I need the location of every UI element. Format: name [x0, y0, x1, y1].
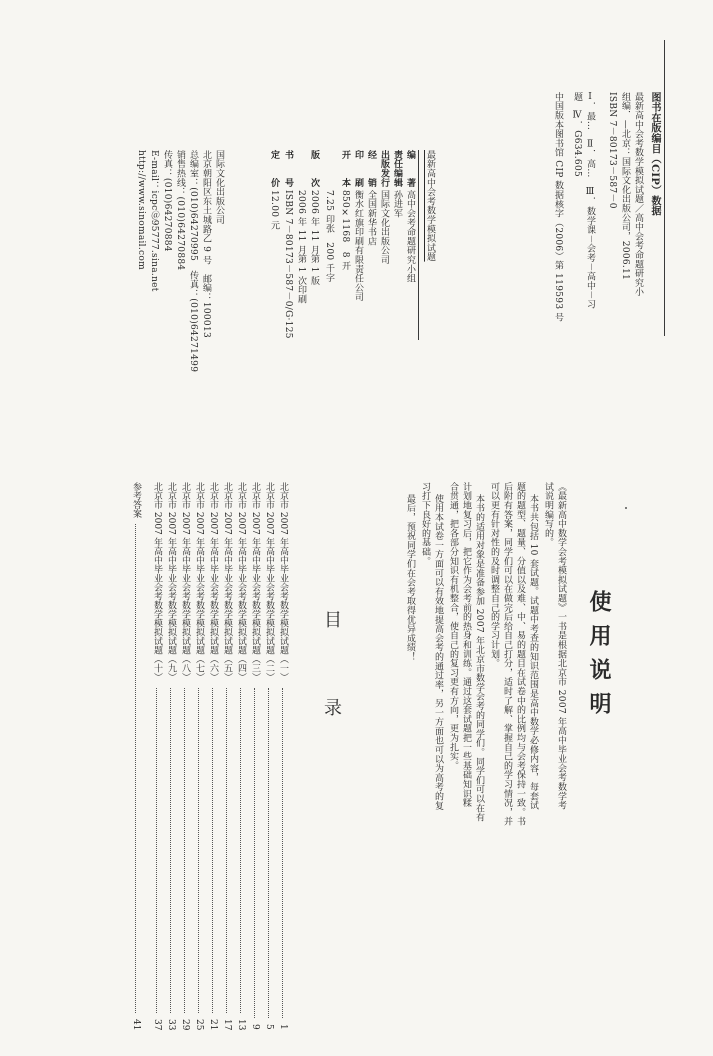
- toc-entry-title: 北京市 2007 年高中毕业会考数学模拟试题（二）: [264, 482, 274, 682]
- toc-leader-dots: [135, 524, 136, 1013]
- toc-leader-dots: [268, 688, 269, 1019]
- toc-entry-page: 13: [236, 1018, 246, 1030]
- toc-entry-page: 5: [264, 1024, 274, 1030]
- toc-entry-title: 北京市 2007 年高中毕业会考数学模拟试题（七）: [194, 482, 204, 682]
- instructions-line: 后附有答案，同学们可以在做完后给自己打分，适时了解、掌握自己的学习情况，并: [502, 482, 512, 827]
- toc-leader-dots: [170, 688, 171, 1013]
- publisher-line: 总编室：(010)64270995 传真：(010)64271499: [188, 150, 198, 373]
- toc-leader-dots: [156, 688, 157, 1013]
- toc-entry-page: 21: [208, 1018, 218, 1030]
- cip-line: 最新高中会考数学模拟试题／高中会考命题研究小: [633, 92, 643, 297]
- toc-entry-title: 参考答案: [131, 482, 141, 518]
- colophon-label: 印 刷: [353, 150, 363, 188]
- colophon-value: ISBN 7－80173－587－0/G·125: [283, 190, 293, 339]
- toc-leader-dots: [184, 688, 185, 1013]
- toc-leader-dots: [240, 688, 241, 1013]
- toc-entry-title: 北京市 2007 年高中毕业会考数学模拟试题（四）: [236, 482, 246, 682]
- publisher-line: 销售热线：(010)64270884: [175, 150, 185, 271]
- toc-entry-title: 北京市 2007 年高中毕业会考数学模拟试题（六）: [208, 482, 218, 682]
- publisher-line: http://www.sinomail.com: [136, 150, 146, 270]
- colophon-value: 7.25 印张 200 千字: [324, 190, 334, 283]
- cip-heading: 图书在版编目（CIP）数据: [649, 92, 660, 217]
- toc-entry-page: 33: [166, 1018, 176, 1030]
- colophon-value: 12.00 元: [269, 190, 279, 230]
- toc-entry-page: 17: [222, 1018, 232, 1030]
- toc-entry-page: 37: [152, 1018, 162, 1030]
- toc-heading: 目 录: [321, 610, 342, 742]
- colophon-value: 850×1168 8 开: [340, 190, 350, 271]
- instructions-line: 习打下良好的基础。: [420, 482, 430, 566]
- toc-entry-page: 29: [180, 1018, 190, 1030]
- instructions-line: 本书共包括 10 套试题。试题中考查的知识范围是高中数学必修内容，每套试: [528, 494, 538, 810]
- colophon-label: 责任编辑: [392, 150, 402, 188]
- instructions-line: 试说明编写的。: [543, 482, 553, 548]
- toc-entry[interactable]: [179, 482, 190, 1030]
- instructions-line: 本书的适用对象是准备参加 2007 年北京市数学会考的同学们。同学们可以在有: [474, 494, 484, 823]
- colophon-label: 开 本: [340, 150, 350, 188]
- toc-entry-title: 北京市 2007 年高中毕业会考数学模拟试题（一）: [278, 482, 288, 682]
- instructions-line: 可以更有针对性的及时调整自己的学习计划。: [489, 482, 499, 668]
- colophon-value: 2006 年 11 月第 1 版: [309, 190, 319, 286]
- toc-entry[interactable]: [235, 482, 246, 1030]
- cip-line: 中国版本图书馆 CIP 数据核字（2006）第 119593 号: [553, 92, 563, 322]
- toc-entry[interactable]: [249, 482, 260, 1030]
- instructions-line: 题的题型、题量、分值以及难、中、易的题目在试卷中的比例均与会考保持一致。书: [515, 482, 525, 827]
- publisher-line: 北京朝阳区东土城路乙 9 号 邮编：100013: [201, 150, 211, 339]
- colophon-label: 经 销: [366, 150, 376, 188]
- cip-rule: [664, 40, 665, 336]
- colophon-rule: [418, 150, 419, 340]
- toc-entry-page: 41: [131, 1018, 141, 1030]
- toc-entry-title: 北京市 2007 年高中毕业会考数学模拟试题（三）: [250, 482, 260, 682]
- toc-entry-title: 北京市 2007 年高中毕业会考数学模拟试题（五）: [222, 482, 232, 682]
- colophon-value: 国际文化出版公司: [379, 190, 389, 265]
- toc-entry[interactable]: [207, 482, 218, 1030]
- instructions-line: 合贯通，把各部分知识有机整合，使自己的复习更有方向，更为扎实。: [448, 482, 458, 771]
- colophon-value: 衡水红旗印刷有限责任公司: [353, 190, 363, 302]
- toc-leader-dots: [212, 688, 213, 1013]
- colophon-value: 全国新华书店: [366, 190, 376, 246]
- toc-entry[interactable]: [193, 482, 204, 1030]
- publisher-line: 国际文化出版公司: [214, 150, 224, 225]
- colophon-label: 书 号: [283, 150, 293, 188]
- colophon-label: 版 次: [309, 150, 319, 188]
- publisher-line: E-mail：icpc＠95777.sina.net: [149, 150, 159, 292]
- toc-entry-page: 9: [250, 1024, 260, 1030]
- toc-entry[interactable]: [221, 482, 232, 1030]
- ink-dot: [625, 507, 627, 509]
- colophon-label: 定 价: [269, 150, 279, 188]
- cip-line: Ⅰ．最… Ⅱ．高… Ⅲ．数学课－会考－高中－习: [585, 92, 595, 309]
- toc-entry-title: 北京市 2007 年高中毕业会考数学模拟试题（九）: [166, 482, 176, 682]
- instructions-line: 《最新高中数学会考模拟试题》一书是根据北京市 2007 年高中毕业会考数学考: [556, 482, 566, 811]
- cip-line: 组编．—北京：国际文化出版公司，2006.11: [620, 92, 630, 281]
- colophon-label: 编 著: [405, 150, 415, 188]
- toc-leader-dots: [198, 688, 199, 1013]
- instructions-line: 最后，预祝同学们在会考取得优异成绩！: [405, 494, 415, 662]
- colophon-value: 2006 年 11 月第 1 次印刷: [296, 190, 306, 304]
- toc-entry[interactable]: [263, 482, 274, 1030]
- publisher-line: 传真：(010)64270884: [162, 150, 172, 252]
- instructions-line: 计划地复习后，把它作为会考前的热身和训练。通过这套试题把一些基础知识糅: [461, 482, 471, 808]
- toc-leader-dots: [282, 688, 283, 1019]
- toc-entry-page: 25: [194, 1018, 204, 1030]
- toc-entry-page: 1: [278, 1024, 288, 1030]
- toc-entry-title: 北京市 2007 年高中毕业会考数学模拟试题（十）: [152, 482, 162, 682]
- toc-leader-dots: [254, 688, 255, 1019]
- instructions-title: 使用说明: [586, 590, 612, 726]
- cip-line: 题 Ⅳ．G634.605: [572, 92, 582, 178]
- colophon-book-title: 最新高中会考数学模拟试题: [425, 150, 435, 262]
- toc-entry[interactable]: [130, 482, 141, 1030]
- toc-leader-dots: [226, 688, 227, 1013]
- cip-line: ISBN 7－80173－587－0: [607, 92, 617, 209]
- toc-entry-title: 北京市 2007 年高中毕业会考数学模拟试题（八）: [180, 482, 190, 682]
- colophon-value: 高中会考命题研究小组: [405, 190, 415, 283]
- toc-entry[interactable]: [277, 482, 288, 1030]
- colophon-label: 出版发行: [379, 150, 389, 188]
- toc-entry[interactable]: [165, 482, 176, 1030]
- instructions-line: 使用本试卷一方面可以有效地提高会考的通过率，另一方面也可以为高考的复: [433, 494, 443, 811]
- colophon-value: 孙进军: [392, 190, 402, 218]
- toc-entry[interactable]: [151, 482, 162, 1030]
